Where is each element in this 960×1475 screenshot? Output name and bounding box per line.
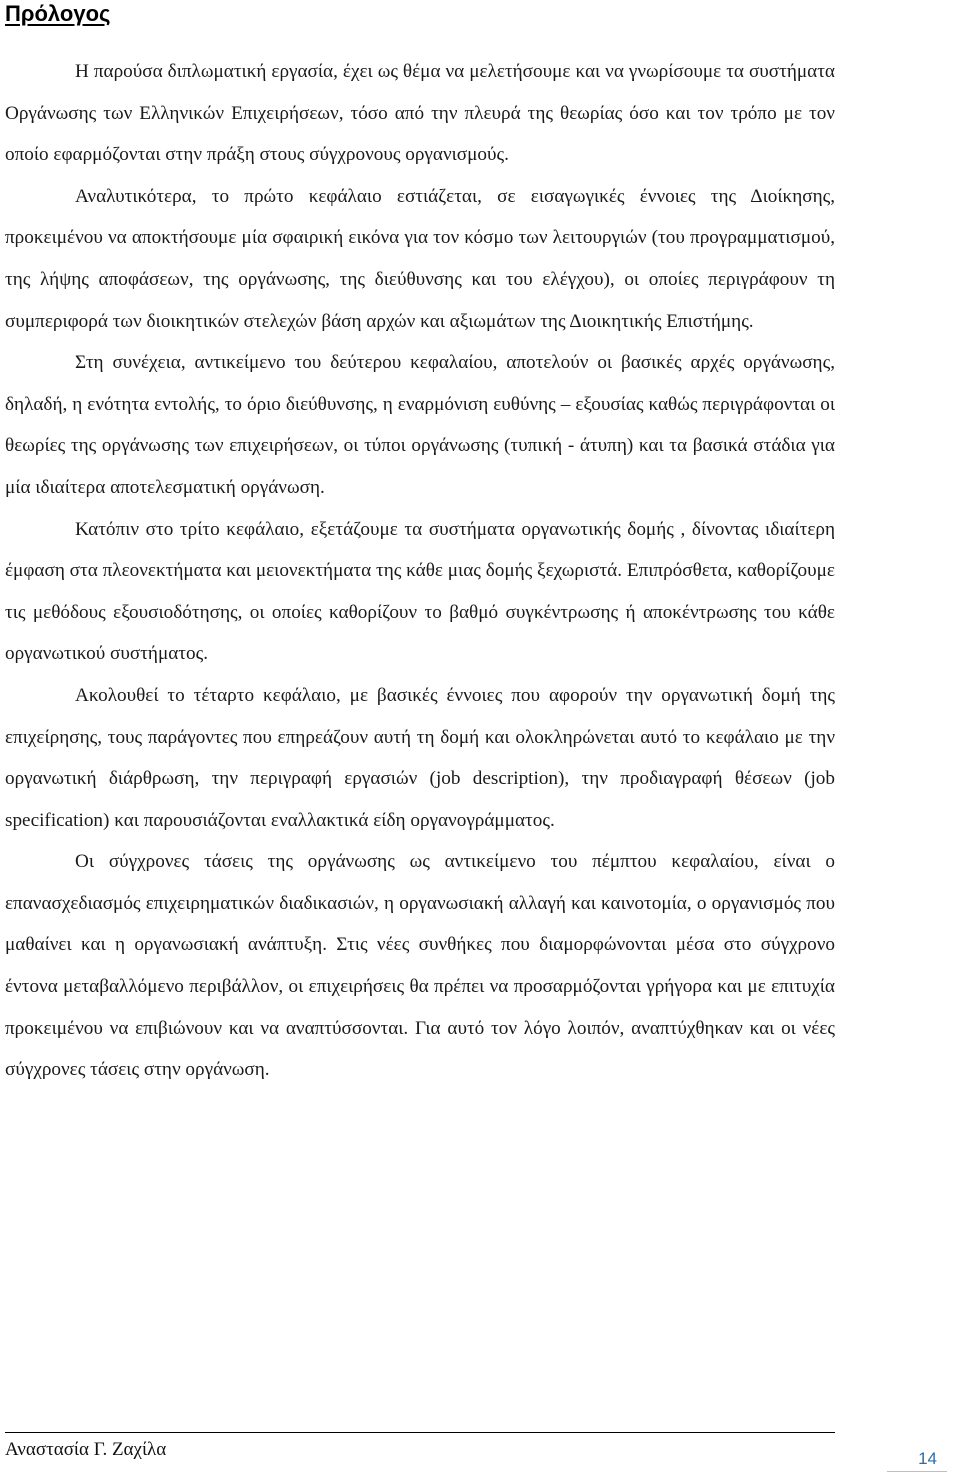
- page-title: Πρόλογος: [5, 1, 111, 26]
- footer-divider: [5, 1432, 835, 1433]
- paragraph-intro: Η παρούσα διπλωματική εργασία, έχει ως θέμα να μελετήσουμε και να γνωρίσουμε τα συστήματα Οργάνωσης των Ελληνικών Επιχειρήσεων, τόσο από την πλευρά της θεωρίας όσο και τον τρόπο με τον οποίο εφαρμόζονται στην πράξη στους σύγχρονους οργανισμούς.: [5, 61, 835, 166]
- paragraph-chapter-4: Ακολουθεί το τέταρτο κεφάλαιο, με βασικές έννοιες που αφορούν την οργανωτική δομή της επιχείρησης, τους παράγοντες που επηρεάζουν αυτή τη δομή και ολοκληρώνεται αυτό το κεφάλαιο με την οργανωτική διάρθρωση, την περιγραφή εργασιών (job description), την προδιαγραφή θέσεων (job specification) και παρουσιάζονται εναλλακτικά είδη οργανογράμματος.: [5, 684, 835, 831]
- paragraph-chapter-2: Στη συνέχεια, αντικείμενο του δεύτερου κεφαλαίου, αποτελούν οι βασικές αρχές οργάνωσης, δηλαδή, η ενότητα εντολής, το όριο διεύθυνσης, η εναρμόνιση ευθύνης – εξουσίας καθώς περιγράφονται οι θεωρίες της οργάνωσης των επιχειρήσεων, οι τύποι οργάνωσης (τυπική - άτυπη) και τα βασικά στάδια για μία ιδιαίτερα αποτελεσματική οργάνωση.: [5, 352, 835, 498]
- page-number: 14: [918, 1449, 937, 1468]
- paragraph-chapter-3: Κατόπιν στο τρίτο κεφάλαιο, εξετάζουμε τα συστήματα οργανωτικής δομής , δίνοντας ιδιαίτερη έμφαση στα πλεονεκτήματα και μειονεκτήματα της κάθε μιας δομής ξεχωριστά. Επιπρόσθετα, καθορίζουμε τις μεθόδους εξουσιοδότησης, οι οποίες καθορίζουν το βαθμό συγκέντρωσης ή αποκέντρωσης του κάθε οργανωτικού συστήματος.: [5, 518, 835, 665]
- body-text: [5, 51, 835, 1091]
- page-number-box: [887, 1431, 947, 1472]
- paragraph-chapter-1: Αναλυτικότερα, το πρώτο κεφάλαιο εστιάζεται, σε εισαγωγικές έννοιες της Διοίκησης, προκειμένου να αποκτήσουμε μία σφαιρική εικόνα για τον κόσμο των λειτουργιών (του προγραμματισμού, της λήψης αποφάσεων, της οργάνωσης, της διεύθυνσης και του ελέγχου), οι οποίες περιγράφουν τη συμπεριφορά των διοικητικών στελεχών βάση αρχών και αξιωμάτων της Διοικητικής Επιστήμης.: [5, 185, 835, 332]
- paragraph-chapter-5: Οι σύγχρονες τάσεις της οργάνωσης ως αντικείμενο του πέμπτου κεφαλαίου, είναι ο επανασχεδιασμός επιχειρηματικών διαδικασιών, η οργανωσιακή αλλαγή και καινοτομία, ο οργανισμός που μαθαίνει και η οργανωσιακή ανάπτυξη. Στις νέες συνθήκες που διαμορφώνονται μέσα στο σύγχρονο έντονα μεταβαλλόμενο περιβάλλον, οι επιχειρήσεις θα πρέπει να προσαρμόζονται γρήγορα και με επιτυχία προκειμένου να επιβιώνουν και να αναπτύσσονται. Για αυτό τον λόγο λοιπόν, αναπτύχθηκαν και οι νέες σύγχρονες τάσεις στην οργάνωση.: [5, 851, 835, 1081]
- footer-author: Αναστασία Γ. Ζαχίλα: [5, 1439, 167, 1460]
